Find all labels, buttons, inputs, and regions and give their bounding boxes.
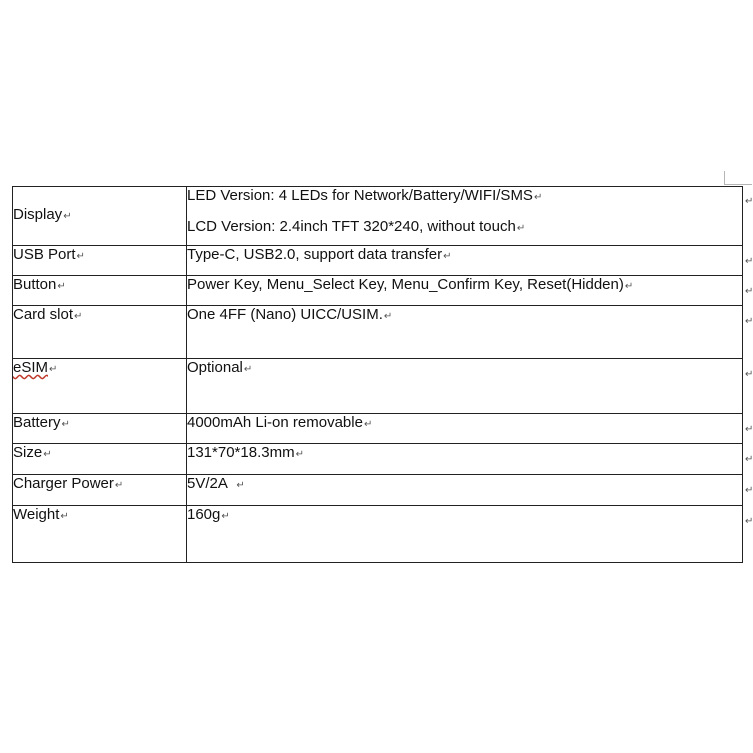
row-value-card-slot: One 4FF (Nano) UICC/USIM.↵ <box>187 306 743 359</box>
table-row <box>13 444 743 475</box>
row-value-size: 131*70*18.3mm↵ <box>187 444 743 475</box>
row-label-display: Display↵ <box>13 187 187 246</box>
row-end-mark: ↵ <box>745 286 753 297</box>
paragraph-mark: ↵ <box>243 364 253 375</box>
row-value-usb-port: Type-C, USB2.0, support data transfer↵ <box>187 246 743 276</box>
table-row <box>13 187 743 246</box>
row-value-button: Power Key, Menu_Select Key, Menu_Confirm Key, Reset(Hidden)↵ <box>187 276 743 306</box>
paragraph-mark: ↵ <box>383 311 393 322</box>
table-row <box>13 359 743 414</box>
paragraph-mark: ↵ <box>516 223 526 234</box>
row-value-weight: 160g↵ <box>187 506 743 563</box>
row-value-esim: Optional↵ <box>187 359 743 414</box>
paragraph-mark: ↵ <box>443 251 452 262</box>
paragraph-mark: ↵ <box>43 449 52 460</box>
row-end-mark: ↵ <box>745 316 753 327</box>
row-end-mark: ↵ <box>745 369 753 380</box>
row-label-usb-port: USB Port↵ <box>13 246 187 276</box>
paragraph-mark: ↵ <box>533 192 543 203</box>
row-label-esim: eSIM↵ <box>13 359 187 414</box>
paragraph-mark: ↵ <box>624 281 634 292</box>
table-row <box>13 414 743 444</box>
row-value-charger-power: 5V/2A ↵ <box>187 475 743 506</box>
row-label-card-slot: Card slot↵ <box>13 306 187 359</box>
paragraph-mark: ↵ <box>221 511 230 522</box>
table-row <box>13 306 743 359</box>
row-end-mark: ↵ <box>745 516 753 527</box>
paragraph-mark: ↵ <box>61 419 70 430</box>
paragraph-mark: ↵ <box>49 364 58 375</box>
table-row <box>13 276 743 306</box>
row-end-mark: ↵ <box>745 196 753 207</box>
table-row <box>13 246 743 276</box>
row-value-battery: 4000mAh Li-on removable↵ <box>187 414 743 444</box>
paragraph-mark: ↵ <box>236 480 245 491</box>
paragraph-mark: ↵ <box>57 281 66 292</box>
paragraph-mark: ↵ <box>63 211 72 222</box>
paragraph-mark: ↵ <box>363 419 373 430</box>
page-corner-mark <box>724 171 752 185</box>
row-label-charger-power: Charger Power↵ <box>13 475 187 506</box>
row-end-mark: ↵ <box>745 424 753 435</box>
row-end-mark: ↵ <box>745 256 753 267</box>
table-row <box>13 475 743 506</box>
row-label-button: Button↵ <box>13 276 187 306</box>
row-end-mark: ↵ <box>745 454 753 465</box>
paragraph-mark: ↵ <box>114 480 124 491</box>
paragraph-mark: ↵ <box>295 449 304 460</box>
paragraph-mark: ↵ <box>76 251 85 262</box>
paragraph-mark: ↵ <box>74 311 83 322</box>
row-value-display: LED Version: 4 LEDs for Network/Battery/WIFI/SMS↵ LCD Version: 2.4inch TFT 320*240, without touch↵ <box>187 187 743 246</box>
spec-table <box>12 186 743 563</box>
row-label-battery: Battery↵ <box>13 414 187 444</box>
row-label-size: Size↵ <box>13 444 187 475</box>
paragraph-mark: ↵ <box>60 511 69 522</box>
row-end-mark: ↵ <box>745 485 753 496</box>
table-row <box>13 506 743 563</box>
row-label-weight: Weight↵ <box>13 506 187 563</box>
